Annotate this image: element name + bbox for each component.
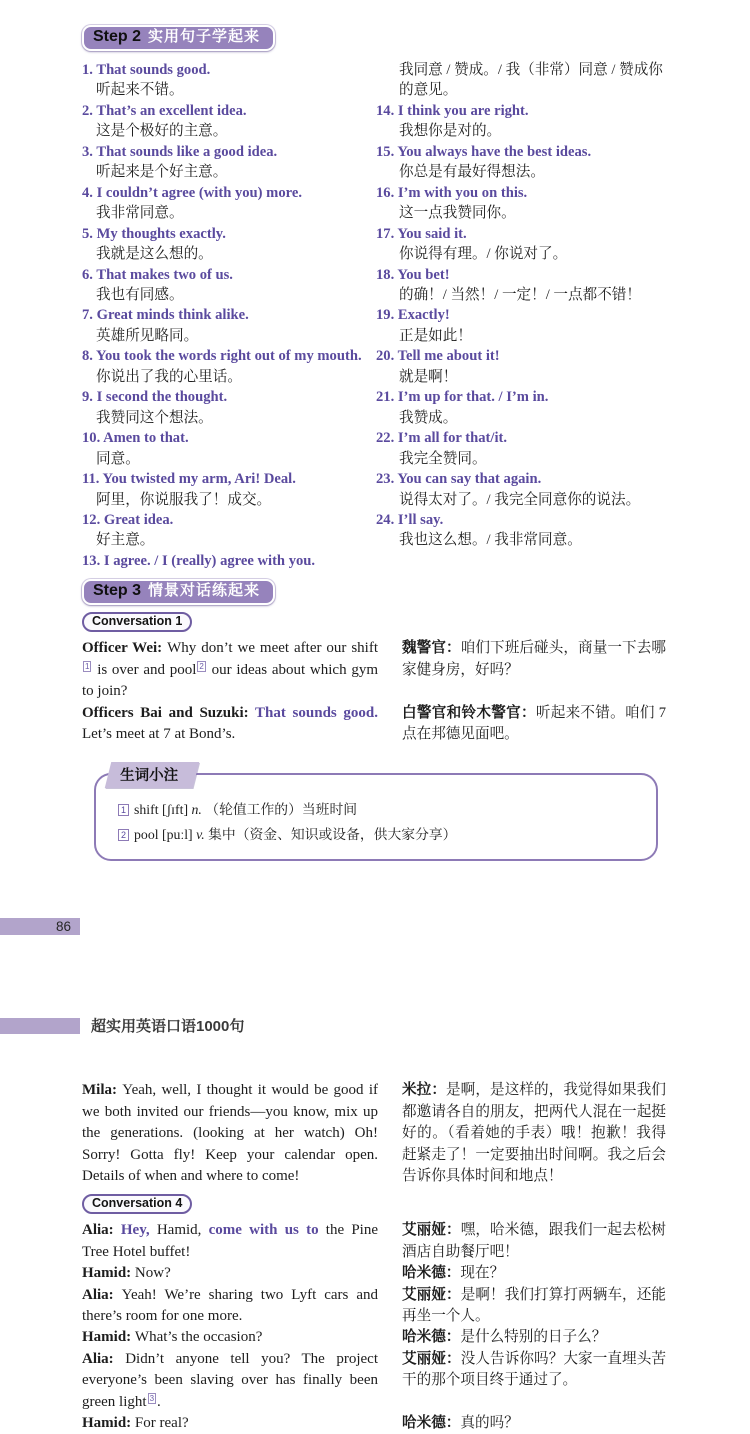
phrase-english: 6. That makes two of us. (82, 266, 233, 283)
phrase-chinese: 就是啊！ (398, 368, 458, 385)
phrase-english: 11. You twisted my arm, Ari! Deal. (82, 471, 296, 488)
dialogue-chinese (402, 1413, 666, 1434)
text-segment: 米拉： (402, 1082, 447, 1099)
text-segment: Mila: (82, 1082, 123, 1099)
text-segment: 白警官和铃木警官： (402, 704, 536, 721)
phrase-item (376, 101, 666, 142)
phrase-english: 21. I’m up for that. / I’m in. (375, 389, 549, 406)
text-segment: 咱们下班后碰头，商量一下去哪家健身房，好吗？ (402, 640, 666, 678)
text-segment: . (157, 1393, 161, 1410)
step3-label: Step 3 (93, 582, 142, 600)
text-segment: Hamid: (82, 1415, 135, 1432)
footnote-ref: 1 (85, 661, 90, 671)
phrase-chinese: 同意。 (96, 450, 140, 467)
phrase-english: 2. That’s an excellent idea. (82, 102, 247, 119)
phrase-item (376, 305, 666, 346)
text-segment: For real? (134, 1415, 189, 1432)
phrase-english: 10. Amen to that. (82, 430, 189, 447)
header-bar-decoration (0, 1018, 80, 1034)
phrase-chinese: 英雄所见略同。 (96, 327, 199, 344)
phrase-chinese: 我赞成。 (398, 409, 458, 426)
phrase-column-left (82, 60, 374, 571)
phrase-english: 3. That sounds like a good idea. (82, 143, 278, 160)
phrase-chinese: 我非常同意。 (96, 205, 184, 222)
text-segment: is over and pool (92, 661, 197, 678)
phrase-english: 16. I’m with you on this. (375, 184, 528, 201)
phrase-chinese: 听起来是个好主意。 (96, 164, 228, 181)
conversation1-badge: Conversation 1 (82, 612, 192, 632)
phrase-item (82, 305, 374, 346)
phrase-chinese: 我同意 / 赞成。/ 我（非常）同意 / 赞成你的意见。 (398, 62, 663, 99)
phrase-item (376, 183, 666, 224)
dialogue-turn (82, 1263, 666, 1284)
text-segment: Officers Bai and Suzuki: (82, 704, 256, 721)
vocab-note-title: 生词小注 (120, 768, 179, 785)
phrase-english: 19. Exactly! (375, 307, 450, 324)
phrase-chinese: 听起来不错。 (96, 82, 184, 99)
text-segment: Didn’t anyone tell you? The project everyone’s been slaving over has finally been green light (82, 1350, 378, 1410)
text-segment: Hey, (120, 1222, 150, 1239)
dialogue-chinese (402, 1080, 666, 1187)
phrase-item (376, 224, 666, 265)
phrase-english: 13. I agree. / I (really) agree with you. (82, 552, 316, 569)
dialogue-chinese (402, 1220, 666, 1263)
dialogue-turn (82, 1349, 666, 1413)
phrase-item (376, 346, 666, 387)
phrase-list (82, 60, 666, 571)
phrase-english: 8. You took the words right out of my mouth. (82, 348, 362, 365)
conversation1-turns (82, 638, 666, 745)
dialogue-english (82, 638, 378, 702)
dialogue-english (82, 1263, 378, 1284)
text-segment: Alia: (82, 1286, 122, 1303)
vocab-note-item (118, 822, 636, 847)
dialogue-english (82, 1285, 378, 1328)
text-segment: Hamid, (149, 1222, 202, 1239)
text-segment: Let’s meet at 7 at Bond’s. (82, 725, 236, 742)
text-segment: 没人告诉你吗？大家一直埋头苦干的那个项目终于通过了。 (402, 1350, 666, 1389)
dialogue-english (82, 1413, 378, 1434)
text-segment: That sounds good. (255, 704, 378, 721)
text-segment: 是啊，是这样的，我觉得如果我们都邀请各自的朋友，把两代人混在一起挺好的。（看着她的手表）哦！抱歉！我得赶紧走了！一定要抽出时间啊。我之后会告诉你具体时间和地点！ (402, 1082, 666, 1184)
text-segment: 集中（资金、知识或设备，供大家分享） (204, 827, 457, 843)
phrase-chinese: 我想你是对的。 (398, 123, 502, 140)
vocab-note-lines (118, 797, 636, 847)
footnote-number: 1 (118, 804, 129, 816)
phrase-item (376, 469, 666, 510)
dialogue-english (82, 1080, 378, 1187)
phrase-english: 7. Great minds think alike. (82, 307, 249, 324)
conversation1-section (82, 605, 666, 745)
step3-badge (82, 579, 275, 605)
phrase-chinese: 我也这么想。/ 我非常同意。 (398, 532, 582, 549)
phrase-chinese: 我也有同感。 (96, 286, 184, 303)
phrase-english: 14. I think you are right. (375, 102, 529, 119)
dialogue-chinese (402, 1349, 666, 1392)
phrase-column-right (376, 60, 666, 571)
text-segment: 嘿，哈米德，跟我们一起去松树酒店自助餐厅吧！ (402, 1222, 666, 1260)
phrase-english: 20. Tell me about it! (375, 348, 500, 365)
text-segment: pool [puːl] (134, 827, 197, 843)
phrase-chinese: 这一点我赞同你。 (398, 205, 516, 222)
phrase-item (376, 142, 666, 183)
page-number-bar (0, 918, 80, 935)
phrase-chinese: 你说出了我的心里话。 (96, 368, 242, 385)
phrase-item (82, 60, 374, 101)
vocab-note-title-tab (105, 762, 199, 788)
dialogue-chinese (402, 1327, 666, 1348)
text-segment: v. (196, 827, 205, 843)
text-segment: 魏警官： (402, 640, 461, 657)
text-segment: 哈米德： (402, 1265, 461, 1282)
phrase-item (82, 551, 374, 571)
phrase-item (82, 183, 374, 224)
text-segment: 现在？ (460, 1265, 505, 1282)
text-segment: Now? (134, 1265, 171, 1282)
phrase-chinese: 我就是这么想的。 (96, 246, 213, 263)
phrase-chinese: 这是个极好的主意。 (96, 123, 228, 140)
dialogue-chinese (402, 1263, 666, 1284)
footnote-ref: 2 (199, 661, 204, 671)
text-segment: Alia: (82, 1222, 121, 1239)
phrase-item (376, 510, 666, 551)
text-segment: n. (191, 802, 202, 818)
phrase-chinese: 正是如此！ (398, 327, 472, 344)
phrase-english: 22. I’m all for that/it. (375, 430, 508, 447)
text-segment: 艾丽娅： (402, 1222, 461, 1239)
phrase-item (376, 428, 666, 469)
vocab-note-item (118, 797, 636, 822)
phrase-english: 12. Great idea. (82, 511, 174, 528)
text-segment: 艾丽娅： (402, 1286, 461, 1303)
mila-turn (82, 1080, 666, 1187)
phrase-item (82, 428, 374, 469)
text-segment: our ideas about which gym to join? (82, 661, 378, 700)
dialogue-turn (82, 1327, 666, 1348)
dialogue-chinese (402, 703, 666, 746)
dialogue-english (82, 703, 378, 746)
phrase-item (376, 265, 666, 306)
phrase-chinese: 你说得有理。/ 你说对了。 (398, 246, 568, 263)
phrase-english: 5. My thoughts exactly. (82, 225, 226, 242)
phrase-item (82, 265, 374, 306)
conversation4-turns (82, 1220, 666, 1434)
dialogue-chinese (402, 638, 666, 681)
phrase-item (82, 469, 374, 510)
phrase-item (376, 60, 666, 101)
phrase-english: 24. I’ll say. (375, 511, 444, 528)
dialogue-turn (82, 1220, 666, 1263)
phrase-item (376, 387, 666, 428)
phrase-english: 1. That sounds good. (82, 62, 211, 78)
text-segment: shift [ʃɪft] (134, 802, 192, 818)
phrase-english: 4. I couldn’t agree (with you) more. (82, 184, 302, 201)
text-segment: Why don’t we meet after our shift (167, 640, 379, 657)
text-segment: （轮值工作的）当班时间 (201, 802, 358, 818)
phrase-item (82, 346, 374, 387)
text-segment: Officer Wei: (82, 640, 168, 657)
text-segment: 是啊！我们打算打两辆车，还能再坐一个人。 (402, 1286, 666, 1325)
text-segment: Hamid: (82, 1265, 135, 1282)
text-segment: 听起来不错。咱们 7 点在邦德见面吧。 (402, 704, 666, 742)
phrase-chinese: 好主意。 (96, 532, 155, 549)
dialogue-chinese (402, 1285, 666, 1328)
phrase-chinese: 我赞同这个想法。 (96, 409, 213, 426)
dialogue-turn (82, 1285, 666, 1328)
text-segment: Hamid: (82, 1329, 135, 1346)
phrase-item (82, 387, 374, 428)
phrase-english: 15. You always have the best ideas. (375, 143, 592, 160)
step3-section (82, 579, 666, 605)
text-segment: What’s the occasion? (134, 1329, 263, 1346)
step3-title: 情景对话练起来 (148, 582, 261, 600)
phrase-item (82, 101, 374, 142)
phrase-english: 9. I second the thought. (82, 389, 228, 406)
dialogue-english (82, 1327, 378, 1348)
phrase-chinese: 阿里，你说服我了！成交。 (96, 491, 272, 508)
vocab-note-box (94, 768, 658, 861)
phrase-chinese: 的确！/ 当然！/ 一定！/ 一点都不错！ (398, 286, 641, 303)
footnote-ref: 3 (149, 1393, 155, 1403)
dialogue-turn (82, 703, 666, 746)
text-segment: the Pine Tree Hotel buffet! (82, 1222, 379, 1260)
dialogue-turn (82, 1413, 666, 1434)
phrase-english: 18. You bet! (375, 266, 450, 283)
text-segment: 艾丽娅： (402, 1350, 461, 1367)
page2-content (0, 1036, 750, 1434)
phrase-item (82, 142, 374, 183)
step2-label: Step 2 (93, 28, 142, 45)
conversation4-badge: Conversation 4 (82, 1194, 192, 1214)
dialogue-turn (82, 1080, 666, 1187)
text-segment: 哈米德： (402, 1415, 461, 1432)
phrase-item (82, 510, 374, 551)
text-segment: 哈米德： (402, 1329, 461, 1346)
text-segment: 是什么特别的日子么？ (460, 1329, 607, 1346)
text-segment: Yeah, well, I thought it would be good if we both invited our friends—you know, mix up the generations. (looking at her watch) Oh! Sorry! Gotta fly! Keep your calendar open. Details of when and where to come! (82, 1082, 378, 1184)
text-segment: Alia: (82, 1350, 126, 1367)
dialogue-english (82, 1349, 378, 1413)
phrase-chinese: 说得太对了。/ 我完全同意你的说法。 (398, 491, 641, 508)
page2-running-header (0, 1015, 750, 1036)
page-number: 86 (55, 919, 71, 935)
text-segment: 真的吗？ (460, 1415, 519, 1432)
footnote-number: 2 (118, 829, 129, 841)
phrase-english: 23. You can say that again. (375, 471, 542, 488)
phrase-chinese: 你总是有最好得想法。 (398, 164, 545, 181)
book-title: 超实用英语口语1000句 (91, 1018, 245, 1036)
phrase-chinese: 我完全赞同。 (398, 450, 487, 467)
dialogue-english (82, 1220, 378, 1263)
phrase-item (82, 224, 374, 265)
text-segment: Yeah! We’re sharing two Lyft cars and there’s room for one more. (82, 1286, 378, 1325)
dialogue-turn (82, 638, 666, 702)
phrase-english: 17. You said it. (375, 225, 467, 242)
step2-badge (82, 25, 275, 51)
text-segment: come with us to (201, 1222, 319, 1239)
step2-title: 实用句子学起来 (148, 28, 261, 45)
